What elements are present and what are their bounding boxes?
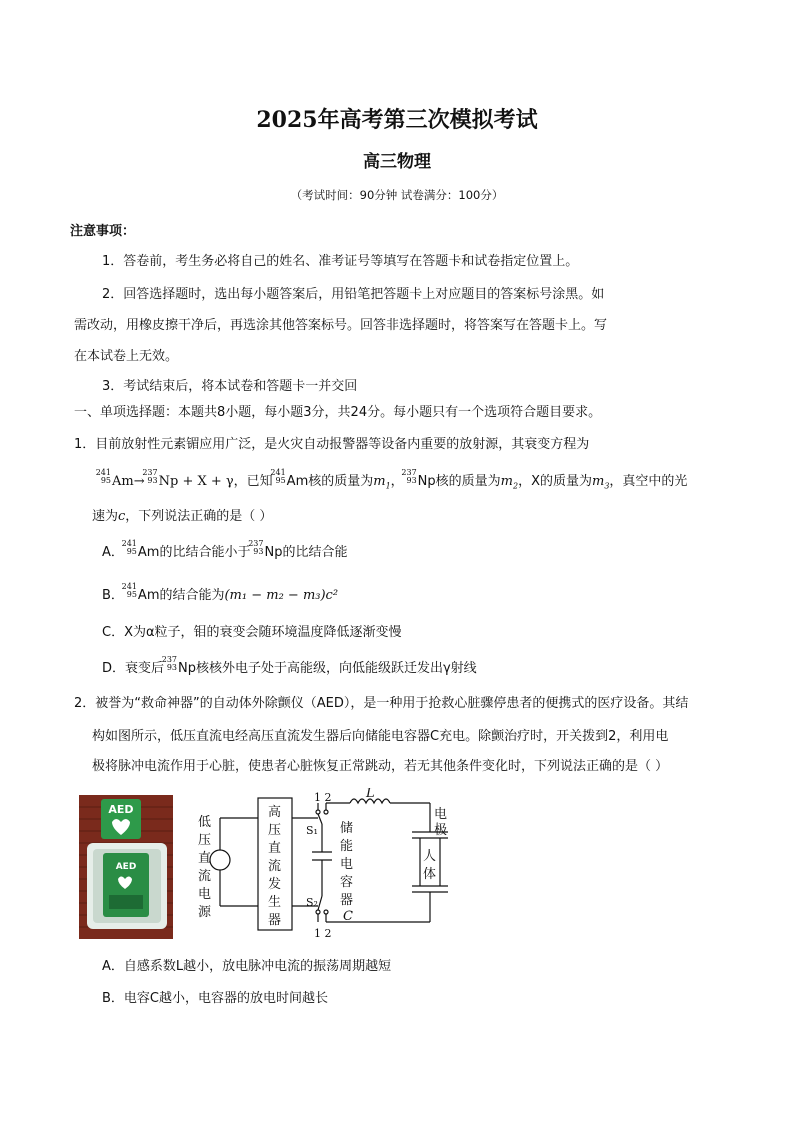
q2-stem-line-1: 2．被誉为“救命神器”的自动体外除颤仪（AED），是一种用于抢救心脏骤停患者的便携式的医疗设备。其结 bbox=[74, 696, 689, 711]
section-1-heading: 一、单项选择题：本题共8小题，每小题3分，共24分。每小题只有一个选项符合题目要求。 bbox=[74, 405, 602, 420]
generator-label-6: 生 bbox=[268, 895, 282, 910]
generator-label-3: 直 bbox=[268, 841, 282, 856]
generator-label-1: 高 bbox=[268, 805, 282, 820]
generator-label-4: 流 bbox=[268, 859, 282, 874]
capacitor-label-3: 电 bbox=[340, 857, 354, 872]
notice-item-1: 1．答卷前，考生务必将自己的姓名、准考证号等填写在答题卡和试卷指定位置上。 bbox=[102, 254, 579, 269]
exam-subject: 高三物理 bbox=[363, 152, 431, 172]
np-nuclide-label: 237 93 bbox=[142, 467, 158, 486]
capacitor-label-2: 能 bbox=[340, 839, 354, 854]
generator-label-5: 发 bbox=[268, 877, 282, 892]
aed-sign-label: AED bbox=[108, 803, 134, 816]
source-label-4: 流 bbox=[198, 869, 212, 884]
top-terminal-numbers: 1 2 bbox=[314, 791, 332, 804]
aed-photo bbox=[79, 795, 173, 939]
notice-heading: 注意事项： bbox=[70, 224, 136, 239]
bottom-terminal-numbers: 1 2 bbox=[314, 927, 332, 940]
notice-item-3: 3．考试结束后，将本试卷和答题卡一并交回 bbox=[102, 379, 358, 394]
q1-equation-line: 241 95 Am→ 237 93 Np + X + γ，已知 241 95 Am核的质量为$m_1$， 237 93 Np核的质量为$m_2$，X的质量为$m_3$，真空中的光 bbox=[95, 467, 688, 491]
q1-stem-line-3: 速为c，下列说法正确的是（ ） bbox=[92, 509, 273, 524]
body-label-2: 体 bbox=[423, 867, 437, 882]
q2-stem-line-3: 极将脉冲电流作用于心脏，使患者心脏恢复正常跳动，若无其他条件变化时，下列说法正确的是（ ） bbox=[92, 759, 669, 774]
capacitor-label-4: 容 bbox=[340, 875, 354, 890]
generator-label-2: 压 bbox=[268, 823, 282, 838]
capacitor-label-5: 器 bbox=[340, 893, 354, 908]
exam-info: （考试时间：90分钟 试卷满分：100分） bbox=[290, 188, 504, 202]
notice-item-2-line-1: 2．回答选择题时，选出每小题答案后，用铅笔把答题卡上对应题目的答案标号涂黑。如 bbox=[102, 287, 605, 302]
aed-circuit-diagram bbox=[190, 788, 462, 940]
notice-item-2-line-3: 在本试卷上无效。 bbox=[74, 349, 179, 364]
q1-stem-line-1: 1．目前放射性元素镅应用广泛，是火灾自动报警器等设备内重要的放射源，其衰变方程为 bbox=[74, 437, 590, 452]
q1-option-b[interactable]: B． 241 95 Am的结合能为(m₁ − m₂ − m₃)c² bbox=[102, 581, 339, 603]
q1-option-c[interactable]: C．X为α粒子，钼的衰变会随环境温度降低逐渐变慢 bbox=[102, 625, 402, 640]
q2-option-a[interactable]: A．自感系数L越小，放电脉冲电流的振荡周期越短 bbox=[102, 959, 392, 974]
electrode-label-1: 电 bbox=[434, 807, 448, 822]
q2-option-b[interactable]: B．电容C越小，电容器的放电时间越长 bbox=[102, 991, 328, 1006]
electrode-label-2: 极 bbox=[434, 823, 448, 838]
switch-s2-label: S₂ bbox=[306, 896, 318, 909]
notice-item-2-line-2: 需改动，用橡皮擦干净后，再选涂其他答案标号。回答非选择题时，将答案写在答题卡上。写 bbox=[74, 318, 608, 333]
body-label-1: 人 bbox=[423, 849, 437, 864]
q2-stem-line-2: 构如图所示，低压直流电经高压直流发生器后向储能电容器C充电。除颤治疗时，开关拨到2，利用电 bbox=[92, 729, 669, 744]
source-label-1: 低 bbox=[198, 815, 212, 830]
generator-label-7: 器 bbox=[268, 913, 282, 928]
exam-title: 2025年高考第三次模拟考试 bbox=[256, 107, 538, 133]
switch-s1-label: S₁ bbox=[306, 824, 318, 837]
q1-option-d[interactable]: D．衰变后 237 93 Np核核外电子处于高能级，向低能级跃迁发出γ射线 bbox=[102, 654, 477, 676]
capacitor-label-1: 储 bbox=[340, 821, 354, 836]
source-label-2: 压 bbox=[198, 833, 212, 848]
source-label-5: 电 bbox=[198, 887, 212, 902]
aed-box-label: AED bbox=[115, 862, 137, 872]
am-nuclide-label: 241 95 bbox=[95, 467, 111, 486]
capacitor-symbol: C bbox=[343, 909, 353, 924]
source-label-6: 源 bbox=[198, 905, 212, 920]
inductor-symbol: L bbox=[366, 788, 375, 801]
q1-option-a[interactable]: A． 241 95 Am的比结合能小于 237 93 Np的比结合能 bbox=[102, 538, 348, 560]
source-label-3: 直 bbox=[198, 851, 212, 866]
